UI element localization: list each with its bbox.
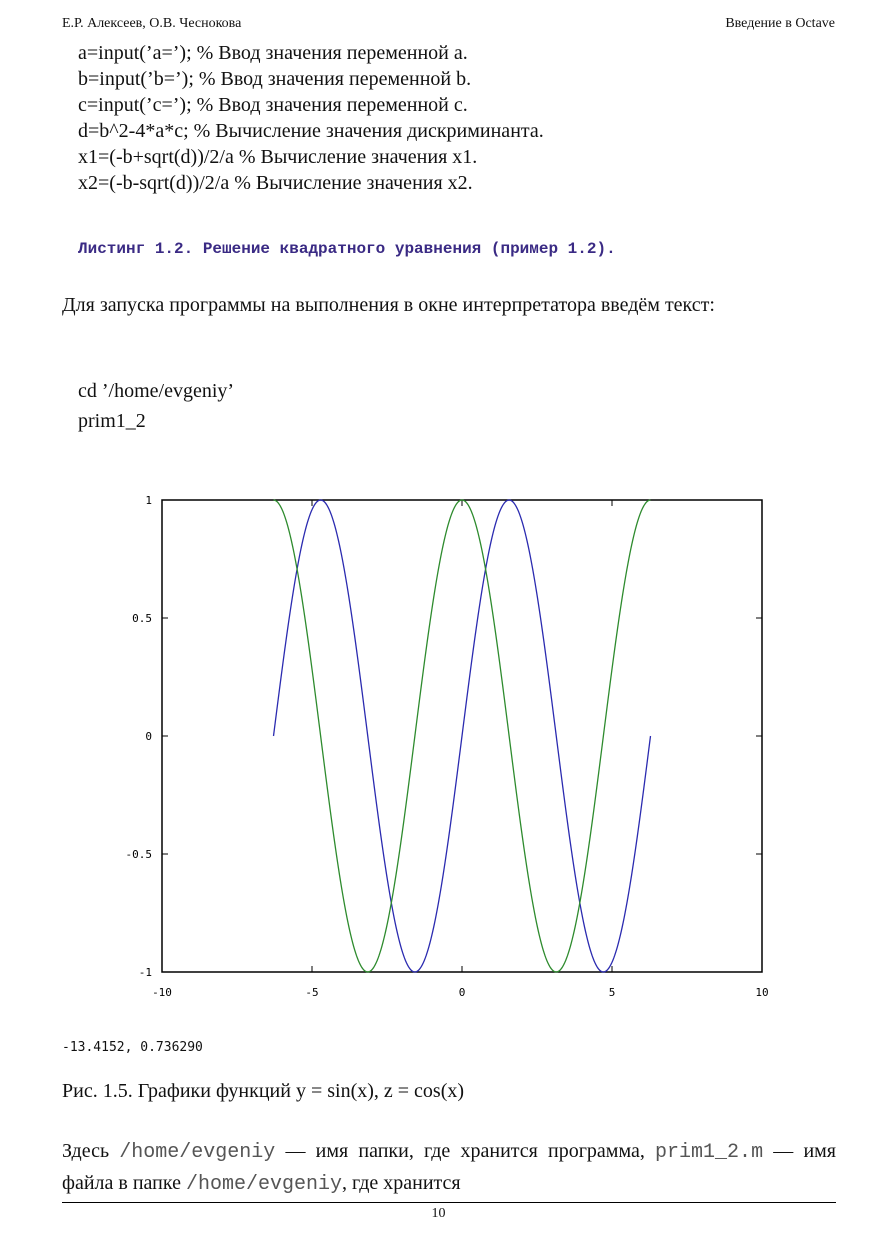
code-line: x1=(-b+sqrt(d))/2/a % Вычисление значения x1. bbox=[78, 146, 478, 168]
y-tick-label: -1 bbox=[138, 966, 152, 979]
path-text: /home/evgeniy bbox=[185, 1173, 342, 1196]
x-tick-label: -5 bbox=[305, 986, 319, 999]
paragraph-run-instructions: Для запуска программы на выполнения в окне интерпретатора введём текст: bbox=[62, 294, 715, 316]
x-tick-label: 10 bbox=[755, 986, 769, 999]
code-listing bbox=[78, 40, 544, 196]
y-tick-label: -0.5 bbox=[125, 848, 152, 861]
cursor-coordinates: -13.4152, 0.736290 bbox=[62, 1040, 203, 1055]
sin-series-line bbox=[274, 500, 651, 972]
y-tick-label: 0.5 bbox=[132, 612, 152, 625]
sin-cos-plot bbox=[110, 488, 790, 1008]
code-line: a=input(’a=’); % Ввод значения переменной a. bbox=[78, 42, 468, 64]
text-fragment: — имя папки, где хранится программа, bbox=[285, 1140, 645, 1162]
header-authors: Е.Р. Алексеев, О.В. Чеснокова bbox=[62, 16, 242, 31]
command-line: prim1_2 bbox=[78, 410, 146, 432]
path-text: /home/evgeniy bbox=[119, 1141, 276, 1164]
text-fragment: , где хранится bbox=[342, 1172, 461, 1194]
y-tick-label: 0 bbox=[145, 730, 152, 743]
command-block bbox=[78, 376, 234, 436]
text-fragment: — имя файла в папке bbox=[62, 1140, 837, 1194]
code-line: x2=(-b-sqrt(d))/2/a % Вычисление значения x2. bbox=[78, 172, 473, 194]
code-line: d=b^2-4*a*c; % Вычисление значения дискриминанта. bbox=[78, 120, 544, 142]
x-tick-label: 0 bbox=[458, 986, 466, 999]
figure-caption: Рис. 1.5. Графики функций y = sin(x), z = cos(x) bbox=[62, 1080, 465, 1102]
paragraph-explanation bbox=[62, 1136, 836, 1200]
command-line: cd ’/home/evgeniy’ bbox=[78, 380, 235, 402]
x-tick-label: -10 bbox=[152, 986, 172, 999]
footer-divider bbox=[62, 1202, 836, 1203]
x-tick-label: 5 bbox=[608, 986, 616, 999]
code-line: b=input(’b=’); % Ввод значения переменной b. bbox=[78, 68, 472, 90]
header-title: Введение в Octave bbox=[725, 16, 835, 31]
filename-text: prim1_2.m bbox=[655, 1141, 764, 1164]
page-number: 10 bbox=[431, 1206, 446, 1221]
listing-caption: Листинг 1.2. Решение квадратного уравнения (пример 1.2). bbox=[78, 240, 616, 258]
code-line: c=input(’c=’); % Ввод значения переменной c. bbox=[78, 94, 468, 116]
y-tick-label: 1 bbox=[145, 494, 152, 507]
text-fragment: Здесь bbox=[62, 1140, 110, 1162]
